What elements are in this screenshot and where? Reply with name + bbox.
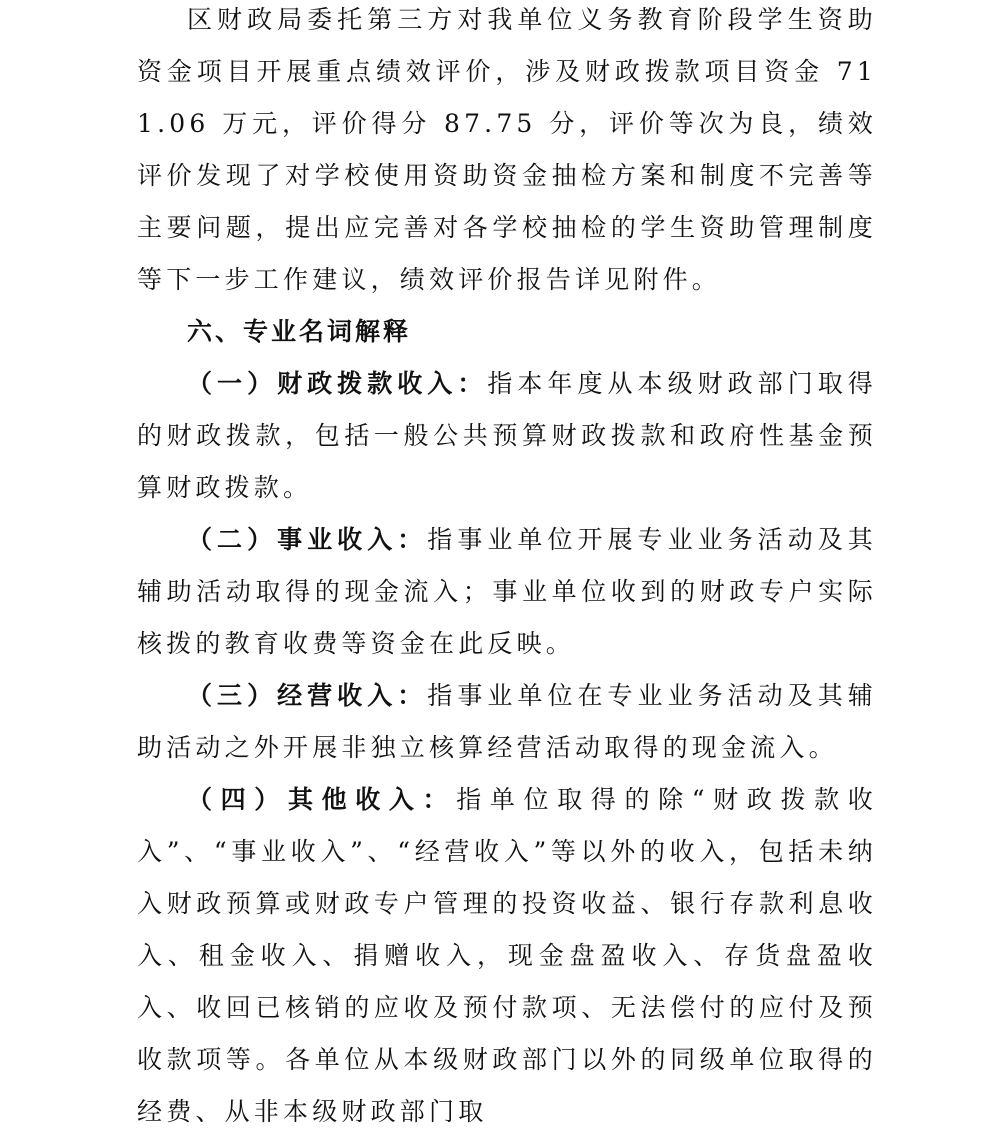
definition-business-income xyxy=(137,514,877,670)
section-heading: 六、专业名词解释 xyxy=(187,317,412,346)
term-operating-income: （三）经营收入： xyxy=(187,681,428,710)
term-other-income: （四）其他收入： xyxy=(187,785,457,814)
definition-operating-income xyxy=(137,670,877,774)
definition-text-business-income: 指事业单位开展专业业务活动及其辅助活动取得的现金流入；事业单位收到的财政专户实际核拨的教育收费等资金在此反映。 xyxy=(137,525,877,658)
term-business-income: （二）事业收入： xyxy=(187,525,428,554)
document-page xyxy=(137,0,877,1138)
term-fiscal-appropriation: （一）财政拨款收入： xyxy=(187,369,488,398)
definition-text-operating-income: 指事业单位在专业业务活动及其辅助活动之外开展非独立核算经营活动取得的现金流入。 xyxy=(137,681,877,762)
paragraph-performance-evaluation: 区财政局委托第三方对我单位义务教育阶段学生资助资金项目开展重点绩效评价，涉及财政拨款项目资金 711.06 万元，评价得分 87.75 分，评价等次为良，绩效评价发现了对学校使用资助资金抽检方案和制度不完善等主要问题，提出应完善对各学校抽检的学生资助管理制度等下一步工作建议，绩效评价报告详见附件。 xyxy=(137,5,877,294)
definition-fiscal-appropriation xyxy=(137,358,877,514)
definition-text-other-income: 指单位取得的除“财政拨款收入”、“事业收入”、“经营收入”等以外的收入，包括未纳入财政预算或财政专户管理的投资收益、银行存款利息收入、租金收入、捐赠收入，现金盘盈收入、存货盘盈收入、收回已核销的应收及预付款项、无法偿付的应付及预收款项等。各单位从本级财政部门以外的同级单位取得的经费、从非本级财政部门取 xyxy=(137,785,877,1126)
definition-text-fiscal-appropriation: 指本年度从本级财政部门取得的财政拨款，包括一般公共预算财政拨款和政府性基金预算财政拨款。 xyxy=(137,369,877,502)
definition-other-income xyxy=(137,774,877,1138)
